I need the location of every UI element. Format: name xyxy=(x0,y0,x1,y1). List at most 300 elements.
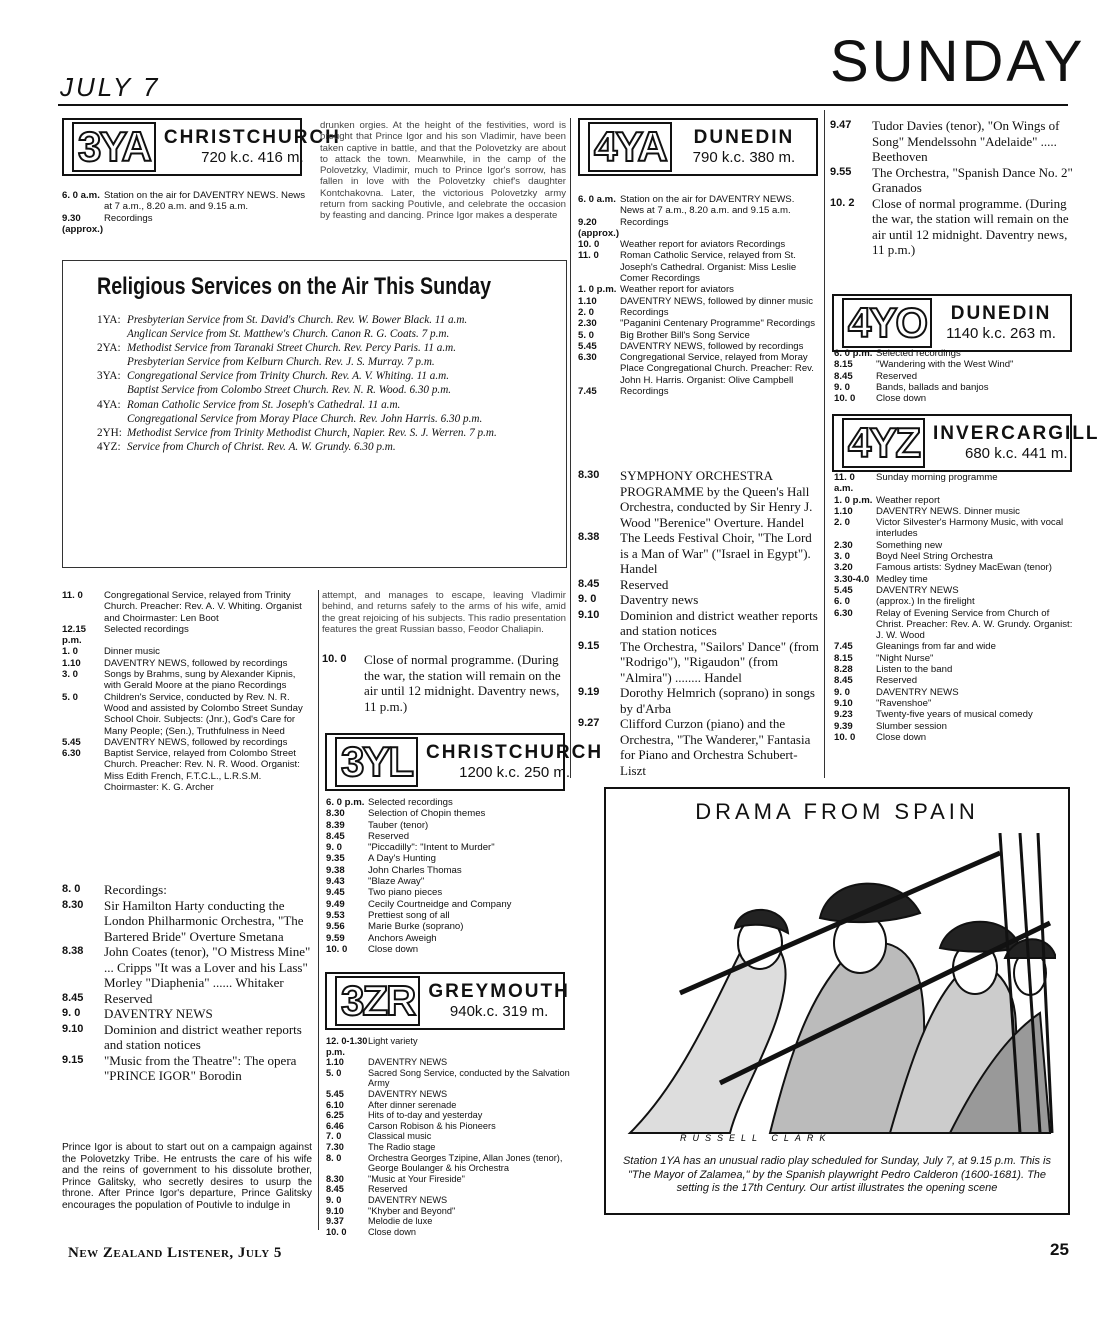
program-row xyxy=(326,899,570,910)
program-description: Tauber (tenor) xyxy=(368,819,429,831)
program-row xyxy=(834,687,1076,698)
program-description: "Music from the Theatre": The opera "PRINCE IGOR" Borodin xyxy=(104,1052,297,1083)
program-description: "Paganini Centenary Programme" Recordings xyxy=(620,318,816,330)
program-row xyxy=(322,652,568,714)
program-row xyxy=(326,1057,570,1068)
program-time: 6.30 xyxy=(578,352,597,364)
program-description: "Music at Your Fireside" xyxy=(368,1173,465,1184)
program-row xyxy=(326,1184,570,1195)
service-text: Congregational Service from Trinity Church. Rev. A. V. Whiting. 11 a.m. xyxy=(127,370,450,383)
service-text: Anglican Service from St. Matthew's Church. Canon R. G. Coats. 7 p.m. xyxy=(127,328,450,341)
program-description: "Ravenshoe" xyxy=(876,697,932,709)
religious-services-list xyxy=(97,313,559,454)
station-logo: 4YO xyxy=(842,298,932,348)
program-row xyxy=(326,921,570,932)
program-row xyxy=(834,517,1076,540)
program-row xyxy=(326,876,570,887)
program-row xyxy=(326,887,570,898)
program-row xyxy=(326,933,570,944)
service-text: Baptist Service from Colombo Street Church. Rev. N. R. Wood. 6.30 p.m. xyxy=(127,384,452,397)
program-description: Sunday morning programme xyxy=(876,472,998,483)
program-list-4yo xyxy=(834,348,1074,404)
program-row xyxy=(578,639,822,686)
program-list-4ya-late xyxy=(830,118,1076,258)
program-list-4ya-evening xyxy=(578,468,822,778)
program-description: Reserved xyxy=(876,370,918,382)
station-code: 2YA: xyxy=(97,342,121,355)
program-row xyxy=(834,472,1076,495)
program-description: Dorothy Helmrich (soprano) in songs by d'Arba xyxy=(620,685,815,716)
program-time: 7. 0 xyxy=(326,1131,342,1142)
program-time: 9.15 xyxy=(62,1053,84,1066)
program-row xyxy=(62,898,312,945)
station-city: DUNEDIN xyxy=(693,127,795,148)
program-description: Two piano pieces xyxy=(368,887,443,899)
program-description: Recordings xyxy=(620,306,669,318)
program-description: Close of normal programme. (During the war, the station will remain on the air until 12 midnight. Daventry news, 11 p.m.) xyxy=(872,195,1069,257)
drama-illustration xyxy=(620,833,1056,1145)
program-time: 9.10 xyxy=(326,1205,344,1216)
program-row xyxy=(834,608,1076,642)
program-time: 9.47 xyxy=(830,119,852,131)
program-time: (approx.) xyxy=(62,223,104,235)
program-description: DAVENTRY NEWS xyxy=(368,1057,448,1068)
program-list-4yz xyxy=(834,472,1076,743)
program-row xyxy=(834,698,1076,709)
program-row xyxy=(326,1089,570,1100)
program-description: Clifford Curzon (piano) and the Orchestra, "The Wanderer," Fantasia for Piano and Orchestra Schubert-Liszt xyxy=(620,716,811,778)
program-row xyxy=(326,1153,570,1174)
program-row xyxy=(834,664,1076,675)
program-row xyxy=(326,797,570,808)
station-box-4yo xyxy=(832,294,1072,352)
program-time: 9.19 xyxy=(578,686,600,698)
program-time: 11. 0 xyxy=(578,250,599,262)
program-row xyxy=(326,820,570,831)
program-time: 1.10 xyxy=(834,505,853,517)
station-code: 3YA: xyxy=(97,370,121,383)
program-time: 3. 0 xyxy=(834,551,851,563)
program-row xyxy=(578,239,820,250)
program-description: Close down xyxy=(368,943,419,955)
station-frequency: 720 k.c. 416 m. xyxy=(201,149,304,166)
program-time: 1. 0 p.m. xyxy=(578,284,617,296)
program-time: (approx.) xyxy=(578,227,620,239)
program-row xyxy=(326,831,570,842)
program-time: 10. 0 xyxy=(322,653,347,665)
program-time: 9.43 xyxy=(326,876,345,888)
religious-services-box xyxy=(62,260,567,568)
program-row xyxy=(834,732,1076,743)
religious-service-row xyxy=(97,412,559,426)
program-time: 5.45 xyxy=(834,584,853,596)
program-time: 7.45 xyxy=(578,386,597,398)
program-row xyxy=(62,737,310,748)
program-description: Bands, ballads and banjos xyxy=(876,381,989,393)
program-row xyxy=(62,692,310,737)
station-logo: 3YL xyxy=(335,737,418,787)
program-description: Prettiest song of all xyxy=(368,909,450,921)
program-row xyxy=(62,669,310,692)
program-row xyxy=(578,608,822,639)
program-row xyxy=(834,495,1076,506)
program-row xyxy=(62,748,310,793)
program-description: Baptist Service, relayed from Colombo Street Church. Preacher: Rev. N. R. Wood. Organist: Miss Edith French, F.T.C.L., L.R.S.M. Choirmaster: K. G. Archer xyxy=(104,748,300,794)
program-row xyxy=(578,468,822,530)
program-row xyxy=(578,592,822,608)
program-row xyxy=(578,530,822,577)
program-description: Close of normal programme. (During the war, the station will remain on the air until 12 midnight. Daventry news, 11 p.m.) xyxy=(364,652,561,714)
program-time: 5. 0 xyxy=(62,691,79,703)
program-row xyxy=(326,944,570,955)
program-time: 8.45 xyxy=(834,675,853,687)
station-box-3yl xyxy=(325,733,604,791)
service-text: Presbyterian Service from Kelburn Church. Rev. J. S. Murray. 7 p.m. xyxy=(127,356,435,369)
service-text: Congregational Service from Moray Place Church. Rev. John Harris. 6.30 p.m. xyxy=(127,412,483,425)
program-description: A Day's Hunting xyxy=(368,853,436,865)
program-row xyxy=(834,675,1076,686)
service-text: Presbyterian Service from St. David's Church. Rev. W. Bower Black. 11 a.m. xyxy=(127,314,468,326)
service-text: Methodist Service from Trinity Methodist Church, Napier. Rev. S. J. Werren. 7 p.m. xyxy=(127,426,497,439)
program-description xyxy=(104,224,306,235)
program-time: 8. 0 xyxy=(326,1152,342,1163)
igor-synopsis-end: attempt, and manages to escape, leaving Vladimir behind, and returns safely to the arms of his wife, amid the great rejoicing of his subjects. This radio presentation features the great Russian basso, Feodor Chaliapin. xyxy=(322,590,566,635)
program-time: 1.10 xyxy=(326,1057,344,1068)
religious-service-row xyxy=(97,327,559,341)
program-time: 9.23 xyxy=(834,709,853,721)
issue-date: JULY 7 xyxy=(60,72,161,102)
program-description: Recordings: xyxy=(104,882,167,897)
program-time: 5.45 xyxy=(62,736,81,748)
service-text: Methodist Service from Taranaki Street Church. Rev. Percy Paris. 11 a.m. xyxy=(127,342,457,355)
program-row xyxy=(326,1174,570,1185)
station-box-4yz xyxy=(832,414,1100,472)
program-description: Medley time xyxy=(876,573,928,585)
program-time: 9.15 xyxy=(578,639,600,652)
program-description: Famous artists: Sydney MacEwan (tenor) xyxy=(876,562,1052,574)
program-time: 5. 0 xyxy=(578,329,595,341)
program-description: (approx.) In the firelight xyxy=(876,596,975,608)
station-code: 1YA: xyxy=(97,314,121,326)
program-row xyxy=(578,318,820,329)
program-time: 2. 0 xyxy=(834,517,851,529)
religious-service-row xyxy=(97,440,559,454)
program-time: 6. 0 a.m. xyxy=(578,194,616,205)
program-time: 9. 0 xyxy=(834,381,851,393)
program-description: Orchestra Georges Tzipine, Allan Jones (tenor), George Boulanger & his Orchestra xyxy=(368,1152,563,1174)
program-row xyxy=(326,853,570,864)
program-row xyxy=(326,1121,570,1132)
program-time: 9.30 xyxy=(62,212,81,224)
program-description: Victor Silvester's Harmony Music, with vocal interludes xyxy=(876,517,1064,540)
close-of-programme-3ya xyxy=(322,652,568,714)
program-time: 8.30 xyxy=(62,898,84,911)
program-row xyxy=(578,386,820,397)
program-time: 6.30 xyxy=(834,607,853,619)
page-day-title: SUNDAY xyxy=(830,29,1086,94)
program-description: DAVENTRY NEWS xyxy=(368,1088,448,1099)
program-description: Cecily Courtneidge and Company xyxy=(368,898,512,910)
program-time: 8.38 xyxy=(62,945,84,957)
program-description: Recordings xyxy=(620,386,669,398)
program-row xyxy=(326,1131,570,1142)
program-time: 9. 0 xyxy=(62,1007,81,1019)
program-description: Tudor Davies (tenor), "On Wings of Song" Mendelssohn "Adelaide" ..... Beethoven xyxy=(872,118,1060,164)
program-row xyxy=(62,658,310,669)
program-row xyxy=(578,352,820,386)
program-time: 10. 0 xyxy=(578,239,600,251)
program-description: Hits of to-day and yesterday xyxy=(368,1110,483,1121)
station-box-4ya xyxy=(578,118,818,176)
program-row xyxy=(834,393,1074,404)
program-description: John Charles Thomas xyxy=(368,864,462,876)
program-row xyxy=(326,1036,570,1057)
station-code: 4YZ: xyxy=(97,440,121,453)
station-frequency: 1140 k.c. 263 m. xyxy=(946,325,1056,342)
program-time: 5. 0 xyxy=(326,1067,342,1078)
program-description: Big Brother Bill's Song Service xyxy=(620,329,750,341)
program-time: 9. 0 xyxy=(326,1194,342,1205)
service-text: Service from Church of Christ. Rev. A. W. Grundy. 6.30 p.m. xyxy=(127,440,396,453)
program-list-3yl xyxy=(326,797,570,955)
station-code xyxy=(97,412,127,426)
program-description: Reserved xyxy=(620,576,669,592)
program-row xyxy=(326,865,570,876)
program-time: 9.45 xyxy=(326,887,345,899)
program-time: 6. 0 a.m. xyxy=(62,190,100,201)
program-row xyxy=(578,194,820,217)
program-description: Sir Hamilton Harty conducting the London Philharmonic Orchestra, "The Bartered Bride" Overture Smetana xyxy=(104,897,304,944)
drama-title: DRAMA FROM SPAIN xyxy=(695,799,979,824)
station-code: 4YA: xyxy=(97,398,121,411)
program-row xyxy=(62,1022,312,1053)
program-row xyxy=(578,685,822,716)
program-description: Light variety xyxy=(368,1036,418,1046)
program-time: 9.53 xyxy=(326,909,345,921)
program-description: Reserved xyxy=(368,1184,408,1195)
program-time: 6. 0 p.m. xyxy=(834,348,873,359)
program-row xyxy=(834,371,1074,382)
program-time: 3. 0 xyxy=(62,669,79,681)
religious-service-row xyxy=(97,369,559,383)
program-time: 9.56 xyxy=(326,921,345,933)
program-description: Weather report xyxy=(876,494,940,506)
program-description: Sacred Song Service, conducted by the Salvation Army xyxy=(368,1067,570,1089)
program-row xyxy=(578,577,822,593)
drama-from-spain-box xyxy=(604,787,1070,1215)
program-description: Something new xyxy=(876,539,943,551)
station-city: GREYMOUTH xyxy=(428,981,570,1002)
program-row xyxy=(62,882,312,898)
program-time: 2.30 xyxy=(834,539,853,551)
program-row xyxy=(62,1006,312,1022)
program-time: 12. 0-1.30 p.m. xyxy=(326,1036,368,1057)
program-row xyxy=(62,944,312,991)
program-time: 1.10 xyxy=(62,657,81,669)
program-time: 10. 0 xyxy=(326,943,348,955)
artist-signature: RUSSELL CLARK xyxy=(680,1133,832,1143)
program-time: 5.45 xyxy=(326,1088,344,1099)
program-description: Dominion and district weather reports and station notices xyxy=(620,607,818,638)
program-list-3ya-evening xyxy=(62,882,312,1084)
program-description: Marie Burke (soprano) xyxy=(368,921,464,933)
station-frequency: 680 k.c. 441 m. xyxy=(965,445,1068,462)
program-row xyxy=(62,190,306,213)
program-time: 8.45 xyxy=(326,1184,344,1195)
program-time: 6. 0 xyxy=(834,596,851,608)
program-row xyxy=(834,653,1076,664)
program-description: Reserved xyxy=(104,990,153,1006)
program-description: DAVENTRY NEWS, followed by recordings xyxy=(104,736,288,748)
program-row xyxy=(326,842,570,853)
program-time: 10. 0 xyxy=(834,731,856,743)
column-divider xyxy=(570,118,571,778)
program-time: 8.45 xyxy=(326,830,345,842)
program-row xyxy=(830,196,1076,258)
station-city: CHRISTCHURCH xyxy=(426,742,604,763)
program-description: Dominion and district weather reports and station notices xyxy=(104,1021,302,1052)
header-rule xyxy=(58,104,1068,106)
program-description: Carson Robison & his Pioneers xyxy=(368,1120,496,1131)
program-row xyxy=(326,1142,570,1153)
service-text: Roman Catholic Service from St. Joseph's Cathedral. 11 a.m. xyxy=(127,398,401,411)
program-description: John Coates (tenor), "O Mistress Mine" ... Cripps "It was a Lover and his Lass" Morley "Diaphenia" ...... Whitaker xyxy=(104,944,311,990)
program-row xyxy=(62,624,310,647)
program-time: 7.45 xyxy=(834,641,853,653)
program-time: 9.35 xyxy=(326,853,345,865)
program-description: "Blaze Away" xyxy=(368,876,425,888)
program-row xyxy=(326,1206,570,1217)
program-row xyxy=(326,1100,570,1111)
program-description: Reserved xyxy=(368,830,410,842)
program-time: 10. 2 xyxy=(830,196,855,209)
program-time: 9.59 xyxy=(326,932,345,944)
program-time: 9.27 xyxy=(578,717,600,729)
station-code: 2YH: xyxy=(97,426,122,439)
igor-synopsis-continued: drunken orgies. At the height of the festivities, word is brought that Prince Igor and his son Vladimir, have been taken captive in battle, and that the Polovetzky are about to attack the town. Meanwhile, in the camp of the Polovetzky, Vladimir, much to Prince Igor's sorrow, has fallen in love with the Polovetzky chief's daughter Kontchakovna. Later, the victorious Polovetzky army return from sacking Poutivle, and celebrate the occasion by feasting and dancing. Prince Igor makes a desperate xyxy=(320,120,566,222)
program-list-3ya-morning xyxy=(62,190,306,235)
program-row xyxy=(834,585,1076,596)
program-description: "Night Nurse" xyxy=(876,652,934,664)
program-description: Anchors Aweigh xyxy=(368,932,437,944)
program-description: DAVENTRY NEWS xyxy=(368,1194,448,1205)
religious-service-row xyxy=(97,355,559,369)
program-time: 9.10 xyxy=(834,697,853,709)
program-time: 9.38 xyxy=(326,864,345,876)
religious-service-row xyxy=(97,313,559,327)
prince-igor-synopsis: Prince Igor is about to start out on a campaign against the Polovetzky Tribe. He entrusts the care of his wife and the reins of government to his dissolute brother, Prince Galitsky, who secretly desires to usurp the throne. After Prince Igor's departure, Prince Galitsky encourages the population of Poutivle to indulge in xyxy=(62,1142,312,1211)
program-time: 8. 0 xyxy=(62,883,81,895)
program-description: Twenty-five years of musical comedy xyxy=(876,709,1033,721)
drama-caption: Station 1YA has an unusual radio play scheduled for Sunday, July 7, at 9.15 p.m. This is "The Mayor of Zalamea," by the Spanish playwright Pedro Calderon (1600-1681). The setting is the 17th Century. Our artist illustrates the opening scene xyxy=(622,1155,1052,1194)
program-row xyxy=(326,1068,570,1089)
program-time: 2.30 xyxy=(578,318,597,330)
page-number: 25 xyxy=(1050,1240,1069,1259)
program-description: "Khyber and Beyond" xyxy=(368,1205,456,1216)
station-box-3zr xyxy=(325,972,570,1030)
station-logo: 4YZ xyxy=(842,418,925,468)
program-description: DAVENTRY NEWS xyxy=(876,686,959,698)
program-description: Children's Service, conducted by Rev. N. R. Wood and assisted by Colombo Street Sunday School Choir. Subjects: (Jnr.), God's Care for Many People; (Sen.), Truthfulness in Need xyxy=(104,691,303,737)
program-description: Classical music xyxy=(368,1131,432,1142)
program-time: 6.46 xyxy=(326,1120,344,1131)
program-row xyxy=(578,296,820,307)
program-row xyxy=(834,506,1076,517)
program-row xyxy=(834,641,1076,652)
program-row xyxy=(326,1110,570,1121)
religious-services-title: Religious Services on the Air This Sunday xyxy=(97,273,492,300)
program-description: The Orchestra, "Spanish Dance No. 2" Granados xyxy=(872,164,1073,195)
program-list-3ya-day xyxy=(62,590,310,793)
program-row xyxy=(578,217,820,228)
program-time: 6. 0 p.m. xyxy=(326,797,365,808)
program-row xyxy=(834,709,1076,720)
program-description: Listen to the band xyxy=(876,664,953,676)
program-row xyxy=(578,284,820,295)
program-description: Congregational Service, relayed from Trinity Church. Preacher: Rev. A. V. Whiting. Organist and Choirmaster: Len Boot xyxy=(104,590,302,624)
program-time: 7.30 xyxy=(326,1141,344,1152)
program-time: 9. 0 xyxy=(834,686,851,698)
station-code xyxy=(97,327,127,341)
program-time: 9. 0 xyxy=(326,842,343,854)
program-row xyxy=(578,341,820,352)
religious-service-row xyxy=(97,398,559,412)
footer-publication: New Zealand Listener, July 5 xyxy=(68,1245,282,1261)
program-time: 11. 0 a.m. xyxy=(834,472,855,495)
program-description: Daventry news xyxy=(620,592,699,607)
program-time: 6.10 xyxy=(326,1099,344,1110)
station-code xyxy=(97,355,127,369)
station-frequency: 940k.c. 319 m. xyxy=(449,1003,549,1020)
program-row xyxy=(830,118,1076,165)
program-time: 6.30 xyxy=(62,748,81,760)
program-description: Station on the air for DAVENTRY NEWS. News at 7 a.m., 8.20 a.m. and 9.15 a.m. xyxy=(104,190,306,213)
program-description: The Radio stage xyxy=(368,1141,436,1152)
program-description: Close down xyxy=(876,731,927,743)
program-row xyxy=(62,590,310,624)
program-description: The Orchestra, "Sailors' Dance" (from "Rodrigo"), "Rigaudon" (from "Almira") ........ Handel xyxy=(620,638,819,685)
program-time: 2. 0 xyxy=(578,306,595,318)
program-list-4ya xyxy=(578,194,820,397)
station-box-3ya xyxy=(62,118,341,176)
program-description: "Piccadilly": "Intent to Murder" xyxy=(368,842,495,854)
program-time: 9.39 xyxy=(834,720,853,732)
program-description: Close down xyxy=(368,1226,417,1237)
program-description: DAVENTRY NEWS xyxy=(104,1006,213,1021)
program-row xyxy=(578,250,820,284)
program-description: Roman Catholic Service, relayed from St. Joseph's Cathedral. Organist: Miss Leslie Comer Recordings xyxy=(620,250,797,285)
program-row xyxy=(326,1216,570,1227)
program-row xyxy=(62,1053,312,1084)
program-time: 9.49 xyxy=(326,898,345,910)
station-city: INVERCARGILL xyxy=(933,423,1100,444)
religious-service-row xyxy=(97,341,559,355)
program-time: 3.30-4.0 xyxy=(834,573,870,585)
program-time: 9.55 xyxy=(830,165,852,178)
station-logo: 3YA xyxy=(72,122,156,172)
station-code xyxy=(97,383,127,397)
program-description: DAVENTRY NEWS, followed by recordings xyxy=(104,657,288,669)
station-logo: 3ZR xyxy=(335,976,420,1026)
program-row xyxy=(830,165,1076,196)
station-city: DUNEDIN xyxy=(950,303,1052,324)
program-time: 1. 0 xyxy=(62,646,79,658)
program-time: 8.30 xyxy=(578,469,600,481)
program-row xyxy=(834,359,1074,370)
column-divider xyxy=(318,590,319,1230)
program-time: 12.15 p.m. xyxy=(62,623,87,647)
program-time: 8.15 xyxy=(834,652,853,664)
